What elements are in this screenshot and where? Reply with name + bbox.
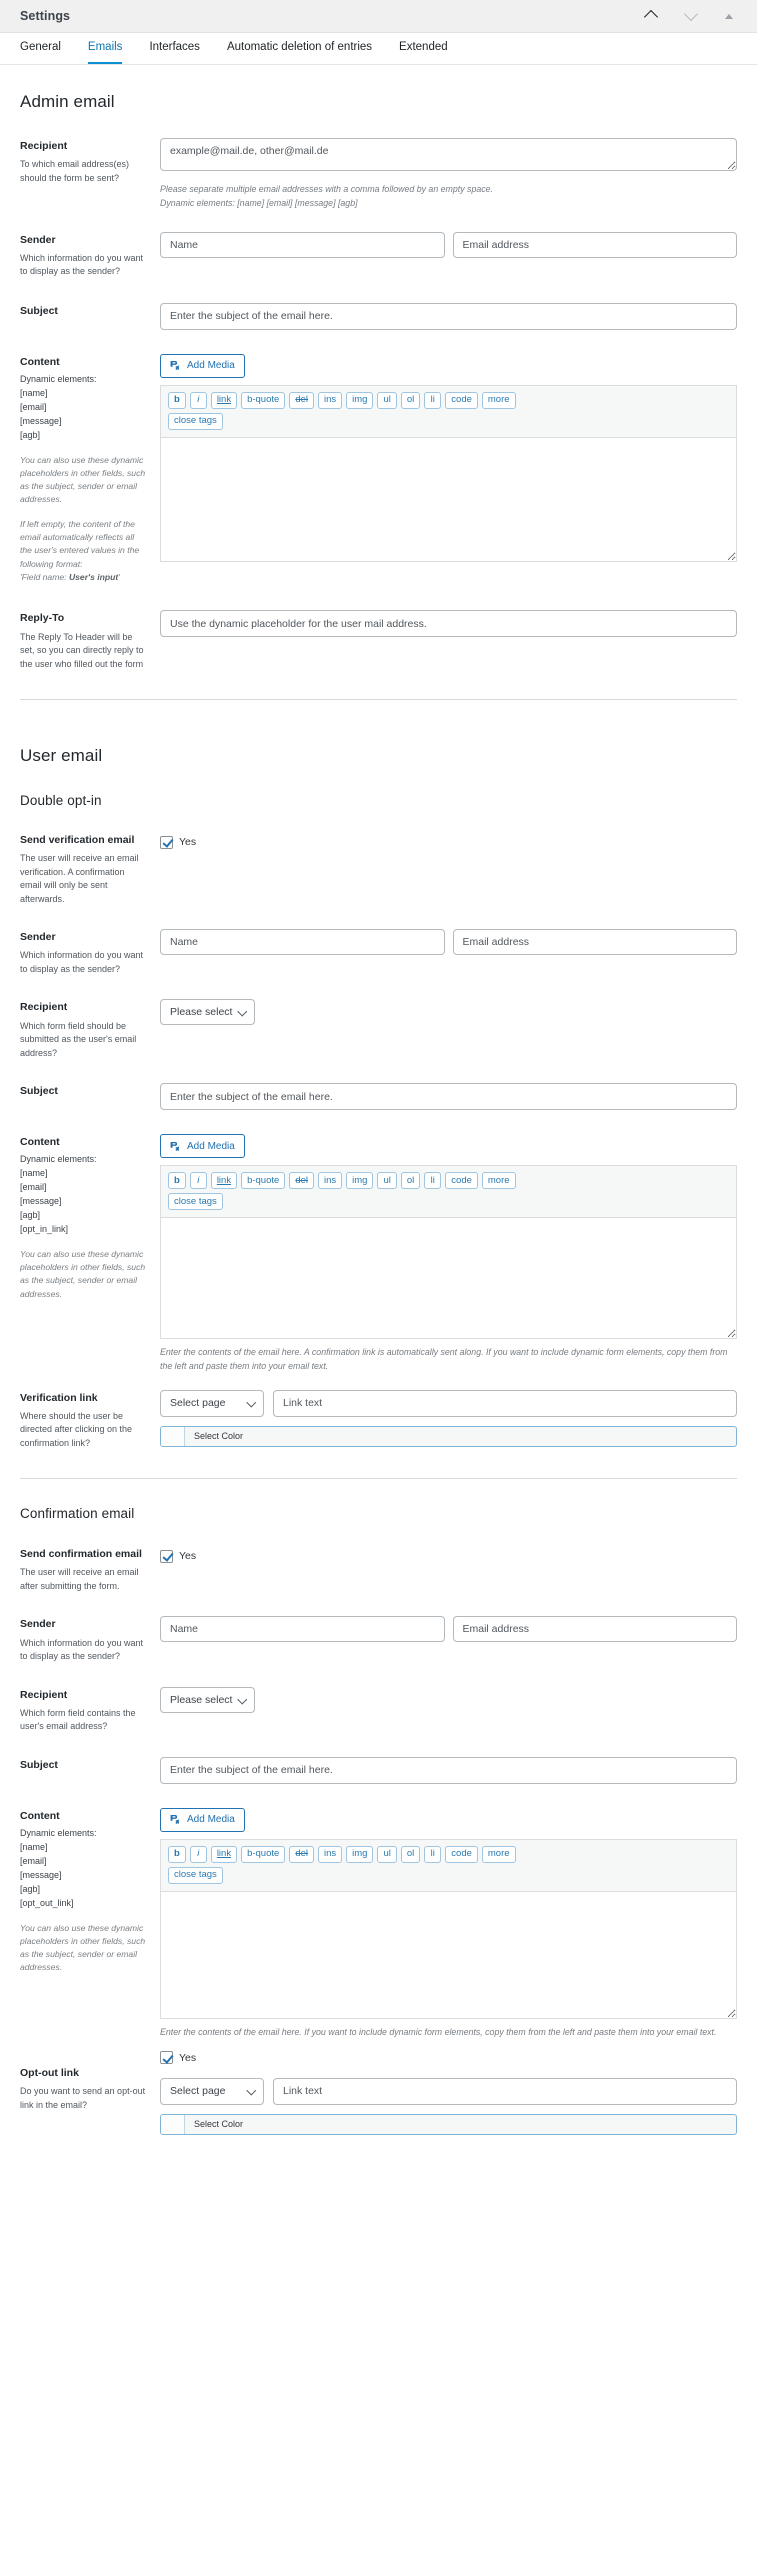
admin-content-dynamic-0: [name]	[20, 387, 48, 398]
admin-replyto-desc: The Reply To Header will be set, so you can directly reply to the user who filled out the form	[20, 631, 144, 669]
admin-content-hint-2c: '	[118, 572, 120, 583]
qt-button-link[interactable]: link	[211, 1846, 237, 1863]
verification-link-label	[20, 1390, 160, 1451]
tab-emails[interactable]: Emails	[88, 33, 123, 64]
qt-button-bold[interactable]: b	[168, 1846, 186, 1863]
settings-page	[0, 92, 757, 2165]
send-confirmation-row	[20, 1546, 737, 1593]
chevron-down-icon	[239, 1696, 247, 1704]
optout-checkbox[interactable]	[160, 2051, 173, 2064]
admin-email-heading: Admin email	[20, 92, 115, 111]
chevron-down-icon	[248, 1399, 256, 1407]
chevron-up-icon[interactable]	[645, 9, 659, 23]
confirmation-sender-control	[160, 1616, 737, 1642]
qt-button-ol[interactable]: ol	[401, 1172, 420, 1189]
tab-automatic-deletion[interactable]: Automatic deletion of entries	[226, 41, 373, 53]
optin-subject-label	[20, 1083, 160, 1098]
optin-content-dynamic-label: Dynamic elements:	[20, 1154, 97, 1165]
send-confirmation-checkbox-row[interactable]	[160, 1546, 737, 1566]
qt-button-code[interactable]: code	[445, 1172, 478, 1189]
optin-content-dynamic-1: [email]	[20, 1182, 47, 1193]
verification-link-page-select[interactable]	[160, 1390, 264, 1417]
confirmation-content-dynamic-2: [message]	[20, 1869, 62, 1880]
optout-link-page-value: Select page	[170, 2085, 226, 2098]
send-verification-title: Send verification email	[20, 834, 135, 847]
optin-sender-control	[160, 929, 737, 955]
send-confirmation-title: Send confirmation email	[20, 1548, 142, 1561]
optin-subject-control	[160, 1083, 737, 1110]
admin-content-hint-2a: If left empty, the content of the email automatically reflects all the user's entered values in the following format:	[20, 518, 140, 569]
optin-content-dynamic-0: [name]	[20, 1168, 48, 1179]
confirmation-subject-control	[160, 1757, 737, 1784]
optout-link-row	[20, 2048, 737, 2135]
optin-recipient-select[interactable]	[160, 999, 255, 1025]
optin-subject-title: Subject	[20, 1085, 58, 1098]
optout-checkbox-label: Yes	[179, 2051, 197, 2064]
confirmation-sender-row	[20, 1616, 737, 1663]
triangle-up-icon[interactable]	[725, 14, 733, 19]
verification-link-desc: Where should the user be directed after clicking on the confirmation link?	[20, 1410, 133, 1448]
optout-link-color-button[interactable]	[160, 2114, 737, 2135]
admin-content-row	[20, 354, 737, 585]
qt-button-close-tags[interactable]: close tags	[168, 1193, 223, 1210]
optin-content-dynamic-3: [agb]	[20, 1209, 41, 1220]
verification-link-color-label: Select Color	[185, 1427, 252, 1446]
optin-recipient-control	[160, 999, 737, 1025]
confirmation-content-dynamic-3: [agb]	[20, 1883, 41, 1894]
verification-link-color-button[interactable]	[160, 1426, 737, 1447]
qt-button-img[interactable]: img	[346, 392, 373, 409]
confirmation-recipient-control	[160, 1687, 737, 1713]
qt-button-del[interactable]: del	[289, 1172, 314, 1189]
admin-recipient-input[interactable]	[160, 138, 737, 171]
optin-sender-name-input[interactable]	[160, 929, 445, 955]
confirmation-recipient-select[interactable]	[160, 1687, 255, 1713]
confirmation-content-row	[20, 1808, 737, 2039]
verification-link-text-input[interactable]	[273, 1390, 737, 1417]
admin-sender-desc: Which information do you want to display as the sender?	[20, 252, 144, 277]
optin-add-media-label: Add Media	[187, 1140, 235, 1152]
optin-add-media-button[interactable]	[160, 1134, 245, 1158]
admin-content-hint-1: You can also use these dynamic placeholders in other fields, such as the subject, sender or email addresses.	[20, 454, 146, 505]
qt-second-row	[168, 1193, 729, 1210]
qt-button-del[interactable]: del	[289, 392, 314, 409]
verification-link-row	[20, 1390, 737, 1451]
color-swatch	[161, 2115, 185, 2134]
qt-button-ul[interactable]: ul	[377, 392, 396, 409]
admin-content-control	[160, 354, 737, 562]
qt-button-close-tags[interactable]: close tags	[168, 413, 223, 430]
optin-content-dynamic-2: [message]	[20, 1196, 62, 1207]
optin-content-label	[20, 1134, 160, 1301]
send-confirmation-checkbox-label: Yes	[179, 1550, 197, 1563]
admin-replyto-control	[160, 610, 737, 637]
qt-button-ins[interactable]: ins	[318, 1172, 342, 1189]
optin-recipient-row	[20, 999, 737, 1060]
send-confirmation-checkbox[interactable]	[160, 1550, 173, 1563]
send-verification-row	[20, 832, 737, 906]
send-verification-checkbox-row[interactable]	[160, 832, 737, 852]
qt-button-close-tags[interactable]: close tags	[168, 1867, 223, 1884]
verification-link-page-value: Select page	[170, 1397, 226, 1410]
optin-content-dynamic-4: [opt_in_link]	[20, 1223, 69, 1234]
confirmation-content-dynamic-1: [email]	[20, 1855, 47, 1866]
optin-content-row	[20, 1134, 737, 1374]
optin-sender-title: Sender	[20, 931, 56, 944]
optin-editor-toolbar	[160, 1165, 737, 1217]
confirmation-content-dynamic-0: [name]	[20, 1841, 48, 1852]
qt-button-ul[interactable]: ul	[377, 1172, 396, 1189]
admin-content-dynamic-3: [agb]	[20, 429, 41, 440]
confirmation-content-editor[interactable]	[160, 1891, 737, 2019]
admin-add-media-button[interactable]	[160, 354, 245, 378]
optin-sender-label	[20, 929, 160, 976]
confirmation-content-title: Content	[20, 1809, 60, 1822]
settings-tabs	[0, 33, 757, 65]
admin-recipient-desc: To which email address(es) should the form be sent?	[20, 159, 130, 183]
confirmation-content-dynamic-4: [opt_out_link]	[20, 1897, 74, 1908]
optout-checkbox-row[interactable]	[160, 2048, 737, 2068]
confirmation-subject-row	[20, 1757, 737, 1784]
admin-recipient-note-line1: Please separate multiple email addresses with a comma followed by an empty space.	[160, 184, 493, 194]
add-media-icon	[168, 1813, 181, 1826]
send-confirmation-label	[20, 1546, 160, 1593]
admin-sender-control	[160, 232, 737, 258]
qt-button-more[interactable]: more	[482, 1172, 516, 1189]
window-title: Settings	[20, 9, 71, 23]
confirmation-content-control	[160, 1808, 737, 2039]
send-verification-label	[20, 832, 160, 906]
admin-sender-title: Sender	[20, 233, 56, 246]
confirmation-subject-title: Subject	[20, 1758, 58, 1771]
send-confirmation-desc: The user will receive an email after submitting the form.	[20, 1567, 139, 1591]
admin-subject-label	[20, 303, 160, 318]
tab-general[interactable]: General	[20, 41, 61, 53]
qt-second-row	[168, 413, 729, 430]
qt-button-italic[interactable]: i	[190, 1846, 207, 1863]
qt-button-italic[interactable]: i	[190, 392, 207, 409]
optin-sender-row	[20, 929, 737, 976]
qt-button-code[interactable]: code	[445, 1846, 478, 1863]
qt-button-li[interactable]: li	[424, 392, 441, 409]
qt-button-more[interactable]: more	[482, 1846, 516, 1863]
send-verification-checkbox[interactable]	[160, 836, 173, 849]
qt-button-img[interactable]: img	[346, 1846, 373, 1863]
confirmation-email-heading: Confirmation email	[20, 1506, 135, 1522]
send-verification-desc: The user will receive an email verification. A confirmation email will only be sent afterwards.	[20, 853, 139, 904]
tab-interfaces[interactable]: Interfaces	[149, 41, 200, 53]
confirmation-recipient-desc: Which form field contains the user's email address?	[20, 1707, 136, 1732]
color-swatch	[161, 1427, 185, 1446]
confirmation-sender-desc: Which information do you want to display as the sender?	[20, 1637, 144, 1662]
tab-extended[interactable]: Extended	[399, 41, 448, 53]
qt-button-li[interactable]: li	[424, 1172, 441, 1189]
admin-subject-input[interactable]	[160, 303, 737, 330]
optout-link-control	[160, 2048, 737, 2135]
confirmation-subject-input[interactable]	[160, 1757, 737, 1784]
admin-content-label	[20, 354, 160, 585]
qt-button-ins[interactable]: ins	[318, 1846, 342, 1863]
window-header	[0, 0, 757, 33]
optin-recipient-select-value: Please select	[170, 1006, 233, 1019]
confirmation-content-dynamic-label: Dynamic elements:	[20, 1827, 97, 1838]
admin-content-dynamic-2: [message]	[20, 415, 62, 426]
chevron-down-icon	[248, 2087, 256, 2095]
optin-content-editor[interactable]	[160, 1217, 737, 1339]
admin-recipient-note	[160, 182, 737, 211]
optout-link-page-select[interactable]	[160, 2078, 264, 2105]
admin-recipient-control	[160, 138, 737, 211]
qt-button-ol[interactable]: ol	[401, 392, 420, 409]
confirmation-content-hint-1: You can also use these dynamic placeholders in other fields, such as the subject, sender or email addresses.	[20, 1922, 146, 1973]
optin-subject-input[interactable]	[160, 1083, 737, 1110]
optin-sender-email-input[interactable]	[453, 929, 738, 955]
admin-recipient-note-line2: Dynamic elements: [name] [email] [message] [agb]	[160, 198, 358, 209]
window-controls	[645, 9, 739, 23]
optin-sender-desc: Which information do you want to display as the sender?	[20, 950, 144, 974]
admin-replyto-label	[20, 610, 160, 671]
confirmation-recipient-title: Recipient	[20, 1688, 68, 1701]
admin-recipient-title: Recipient	[20, 140, 68, 152]
admin-content-title: Content	[20, 355, 60, 368]
confirmation-add-media-label: Add Media	[187, 1814, 235, 1826]
send-verification-control	[160, 832, 737, 852]
optout-link-label	[20, 2048, 160, 2112]
user-email-heading: User email	[20, 746, 103, 766]
optin-subject-row	[20, 1083, 737, 1110]
admin-replyto-row	[20, 610, 737, 671]
admin-editor-toolbar	[160, 385, 737, 437]
admin-subject-title: Subject	[20, 304, 58, 317]
admin-content-hint-2	[20, 518, 148, 585]
confirmation-subject-label	[20, 1757, 160, 1772]
qt-button-link[interactable]: link	[211, 392, 237, 409]
admin-recipient-row	[20, 138, 737, 211]
admin-subject-row	[20, 303, 737, 330]
qt-button-bquote[interactable]: b-quote	[241, 1172, 285, 1189]
admin-recipient-label	[20, 138, 160, 185]
optin-content-control	[160, 1134, 737, 1374]
confirmation-sender-title: Sender	[20, 1618, 56, 1631]
qt-button-more[interactable]: more	[482, 392, 516, 409]
optin-recipient-label	[20, 999, 160, 1060]
confirmation-add-media-button[interactable]	[160, 1808, 245, 1832]
qt-button-bquote[interactable]: b-quote	[241, 1846, 285, 1863]
qt-button-code[interactable]: code	[445, 392, 478, 409]
qt-button-ins[interactable]: ins	[318, 392, 342, 409]
admin-content-hint-2bold: User's input	[68, 572, 119, 583]
optout-link-inputs	[160, 2078, 737, 2105]
page-bottom-spacer	[20, 2135, 737, 2165]
admin-content-hint-2b: 'Field name:	[20, 572, 69, 583]
optin-content-hint-1: You can also use these dynamic placeholders in other fields, such as the subject, sender or email addresses.	[20, 1248, 146, 1299]
admin-content-dynamic-1: [email]	[20, 401, 47, 412]
optin-content-note: Enter the contents of the email here. A confirmation link is automatically sent along. If you want to include dynamic form elements, copy them from the left and paste them into your email text.	[160, 1347, 728, 1372]
divider-optin-confirmation	[20, 1478, 737, 1479]
divider-admin-user	[20, 699, 737, 700]
qt-button-ol[interactable]: ol	[401, 1846, 420, 1863]
qt-button-italic[interactable]: i	[190, 1172, 207, 1189]
qt-button-img[interactable]: img	[346, 1172, 373, 1189]
qt-second-row	[168, 1867, 729, 1884]
send-verification-checkbox-label: Yes	[179, 836, 197, 849]
qt-button-ul[interactable]: ul	[377, 1846, 396, 1863]
confirmation-sender-name-input[interactable]	[160, 1616, 445, 1642]
chevron-down-icon[interactable]	[685, 9, 699, 23]
confirmation-content-note: Enter the contents of the email here. If you want to include dynamic form elements, copy them from the left and paste them into your email text.	[160, 2026, 717, 2037]
admin-sender-name-input[interactable]	[160, 232, 445, 258]
qt-button-bold[interactable]: b	[168, 392, 186, 409]
qt-button-li[interactable]: li	[424, 1846, 441, 1863]
optin-content-title: Content	[20, 1136, 60, 1149]
admin-content-dynamic-label: Dynamic elements:	[20, 373, 97, 384]
admin-replyto-input[interactable]	[160, 610, 737, 637]
confirmation-sender-email-input[interactable]	[453, 1616, 738, 1642]
qt-button-bold[interactable]: b	[168, 1172, 186, 1189]
double-optin-heading: Double opt-in	[20, 793, 102, 809]
optin-recipient-title: Recipient	[20, 1001, 68, 1014]
confirmation-sender-label	[20, 1616, 160, 1663]
confirmation-recipient-select-value: Please select	[170, 1693, 233, 1706]
qt-button-del[interactable]: del	[289, 1846, 314, 1863]
admin-subject-control	[160, 303, 737, 330]
add-media-icon	[168, 359, 181, 372]
confirmation-content-label	[20, 1808, 160, 1975]
admin-sender-email-input[interactable]	[453, 232, 738, 258]
admin-content-editor[interactable]	[160, 437, 737, 562]
confirmation-recipient-label	[20, 1687, 160, 1734]
verification-link-inputs	[160, 1390, 737, 1417]
send-confirmation-control	[160, 1546, 737, 1566]
optout-link-color-label: Select Color	[185, 2115, 252, 2134]
verification-link-control	[160, 1390, 737, 1447]
chevron-down-icon	[239, 1008, 247, 1016]
admin-replyto-title: Reply-To	[20, 612, 65, 625]
admin-sender-row	[20, 232, 737, 279]
add-media-icon	[168, 1140, 181, 1153]
optout-link-title: Opt-out link	[20, 2066, 79, 2079]
qt-button-link[interactable]: link	[211, 1172, 237, 1189]
admin-add-media-label: Add Media	[187, 360, 235, 372]
qt-button-bquote[interactable]: b-quote	[241, 392, 285, 409]
optin-recipient-desc: Which form field should be submitted as the user's email address?	[20, 1020, 137, 1058]
optout-link-desc: Do you want to send an opt-out link in the email?	[20, 2086, 146, 2110]
admin-sender-label	[20, 232, 160, 279]
confirmation-editor-toolbar	[160, 1839, 737, 1891]
confirmation-recipient-row	[20, 1687, 737, 1734]
verification-link-title: Verification link	[20, 1391, 98, 1404]
optout-link-text-input[interactable]	[273, 2078, 737, 2105]
